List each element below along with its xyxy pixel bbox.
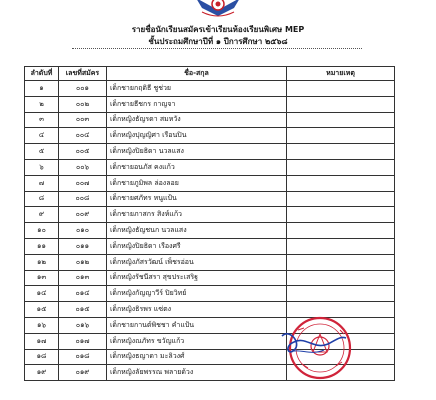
- table-row: [25, 254, 395, 270]
- row-number: ๑๗: [25, 333, 59, 349]
- row-number: ๖: [25, 159, 59, 175]
- school-logo: [182, 0, 254, 18]
- student-name: เด็กชายศภัทร หนูแป้น: [107, 191, 287, 207]
- row-number: ๑๑: [25, 238, 59, 254]
- table-row: [25, 270, 395, 286]
- student-name: เด็กหญิงรัชนีสรา สุขประเสริฐ: [107, 270, 287, 286]
- application-number: ๐๑๔: [59, 286, 107, 302]
- table-row: [25, 128, 395, 144]
- student-name: เด็กหญิงธัญชนก นวลแสง: [107, 223, 287, 239]
- table-row: [25, 223, 395, 239]
- row-number: ๑๙: [25, 365, 59, 381]
- row-number: ๑๖: [25, 317, 59, 333]
- row-number: ๑๒: [25, 254, 59, 270]
- student-name: เด็กหญิงกัญญาวีร์ ปิยวิทย์: [107, 286, 287, 302]
- student-name: เด็กหญิงธญาดา มะลิวงศ์: [107, 349, 287, 365]
- column-header-name: ชื่อ-สกุล: [107, 67, 287, 81]
- application-number: ๐๑๘: [59, 349, 107, 365]
- table-row: [25, 175, 395, 191]
- student-name: เด็กหญิงธิรพร แซ่ตง: [107, 302, 287, 318]
- row-number: ๑๘: [25, 349, 59, 365]
- application-number: ๐๐๖: [59, 159, 107, 175]
- student-name: เด็กหญิงณภัทร ขวัญแก้ว: [107, 333, 287, 349]
- row-number: ๑๐: [25, 223, 59, 239]
- row-number: ๘: [25, 191, 59, 207]
- application-number: ๐๐๗: [59, 175, 107, 191]
- remarks-cell: [287, 191, 395, 207]
- column-header-application-no: เลขที่สมัคร: [59, 67, 107, 81]
- student-name: เด็กชายกานต์พิชชา คำแป้น: [107, 317, 287, 333]
- table-row: [25, 81, 395, 97]
- application-number: ๐๐๕: [59, 144, 107, 160]
- student-name: เด็กหญิงภัสรวัฒน์ เพ็ชรอ่อน: [107, 254, 287, 270]
- row-number: ๑๔: [25, 286, 59, 302]
- table-row: [25, 144, 395, 160]
- remarks-cell: [287, 81, 395, 97]
- application-number: ๐๐๒: [59, 96, 107, 112]
- row-number: ๔: [25, 128, 59, 144]
- student-name: เด็กชายภูมิพล ล่องลอย: [107, 175, 287, 191]
- remarks-cell: [287, 96, 395, 112]
- student-name: เด็กหญิงธัญรดา สมหวัง: [107, 112, 287, 128]
- remarks-cell: [287, 223, 395, 239]
- row-number: ๑๕: [25, 302, 59, 318]
- row-number: ๑: [25, 81, 59, 97]
- remarks-cell: [287, 238, 395, 254]
- application-number: ๐๑๙: [59, 365, 107, 381]
- application-number: ๐๑๐: [59, 223, 107, 239]
- row-number: ๕: [25, 144, 59, 160]
- remarks-cell: [287, 159, 395, 175]
- application-number: ๐๐๘: [59, 191, 107, 207]
- student-name: เด็กชายธีชกร กาญจา: [107, 96, 287, 112]
- row-number: ๓: [25, 112, 59, 128]
- application-number: ๐๐๑: [59, 81, 107, 97]
- remarks-cell: [287, 254, 395, 270]
- school-seal-with-signature: [280, 290, 352, 396]
- column-header-remarks: หมายเหตุ: [287, 67, 395, 81]
- remarks-cell: [287, 270, 395, 286]
- row-number: ๙: [25, 207, 59, 223]
- application-number: ๐๑๓: [59, 270, 107, 286]
- application-number: ๐๐๓: [59, 112, 107, 128]
- student-name: เด็กชายอนภัส คงแก้ว: [107, 159, 287, 175]
- application-number: ๐๑๖: [59, 317, 107, 333]
- student-name: เด็กหญิงปิยธิดา เรืองศรี: [107, 238, 287, 254]
- row-number: ๒: [25, 96, 59, 112]
- table-row: [25, 159, 395, 175]
- student-name: เด็กหญิงปิยธิดา นวลแสง: [107, 144, 287, 160]
- remarks-cell: [287, 128, 395, 144]
- row-number: ๗: [25, 175, 59, 191]
- row-number: ๑๓: [25, 270, 59, 286]
- application-number: ๐๐๔: [59, 128, 107, 144]
- remarks-cell: [287, 144, 395, 160]
- remarks-cell: [287, 207, 395, 223]
- column-header-number: ลำดับที่: [25, 67, 59, 81]
- application-number: ๐๑๕: [59, 302, 107, 318]
- table-row: [25, 191, 395, 207]
- application-number: ๐๑๑: [59, 238, 107, 254]
- application-number: ๐๑๗: [59, 333, 107, 349]
- table-row: [25, 207, 395, 223]
- table-header-row: [25, 67, 395, 81]
- page-subtitle: ชั้นประถมศึกษาปีที่ ๑ ปีการศึกษา ๒๕๖๘: [148, 37, 288, 46]
- table-row: [25, 112, 395, 128]
- page-title: รายชื่อนักเรียนสมัครเข้าเรียนห้องเรียนพิเศษ MEP: [131, 25, 305, 34]
- student-name: เด็กชายกฤติธี ชูช่วย: [107, 81, 287, 97]
- application-number: ๐๑๒: [59, 254, 107, 270]
- table-row: [25, 238, 395, 254]
- remarks-cell: [287, 175, 395, 191]
- title-divider: [72, 48, 362, 49]
- table-row: [25, 96, 395, 112]
- application-number: ๐๐๙: [59, 207, 107, 223]
- student-name: เด็กหญิงปุญญิศา เรือนปิน: [107, 128, 287, 144]
- student-name: เด็กหญิงลัยพรรณ พลายด้วง: [107, 365, 287, 381]
- remarks-cell: [287, 112, 395, 128]
- student-name: เด็กชายภาสกร สิงห์แก้ว: [107, 207, 287, 223]
